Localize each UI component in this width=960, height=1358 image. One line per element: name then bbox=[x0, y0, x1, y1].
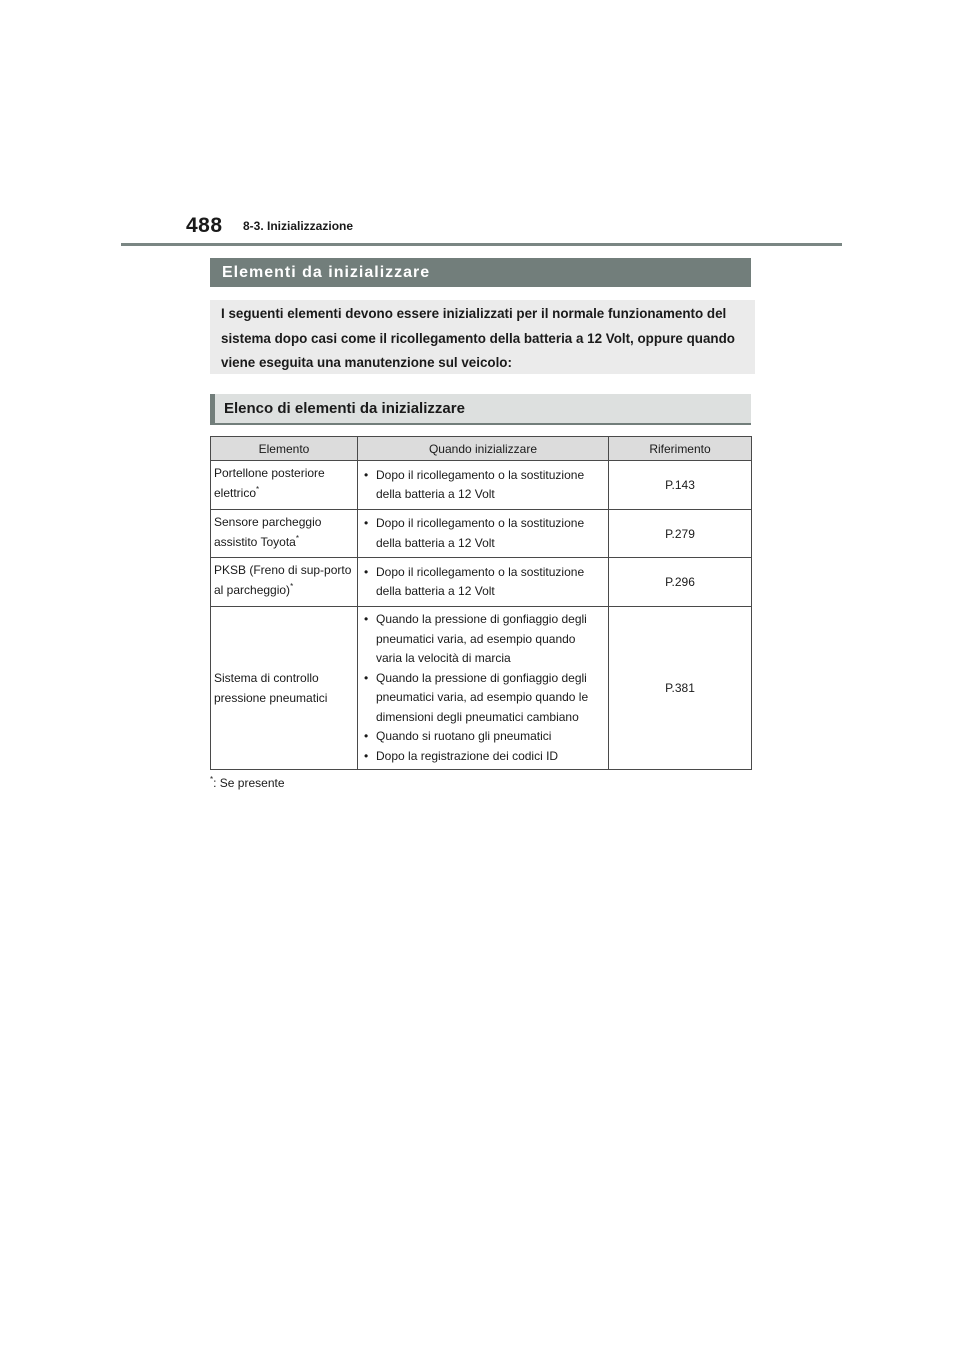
element-cell bbox=[211, 607, 358, 770]
table-row bbox=[211, 510, 752, 558]
intro-text: I seguenti elementi devono essere inizializzati per il normale funzionamento del sistema dopo casi come il ricollegamento della batteria a 12 Volt, oppure quando viene eseguita una manutenzione sul veicolo: bbox=[221, 306, 735, 370]
footnote-mark: * bbox=[256, 485, 260, 494]
footnote-text: : Se presente bbox=[213, 776, 285, 790]
reference-cell: P.296 bbox=[609, 558, 752, 607]
footnote-mark: * bbox=[210, 775, 214, 784]
bullet-list bbox=[364, 514, 604, 553]
reference-cell: P.381 bbox=[609, 607, 752, 770]
element-cell bbox=[211, 558, 358, 607]
when-cell bbox=[358, 558, 609, 607]
section-banner: Elementi da inizializzare bbox=[210, 258, 751, 287]
bullet-item: • Dopo la registrazione dei codici ID bbox=[364, 747, 604, 767]
intro-box bbox=[210, 300, 755, 374]
element-cell bbox=[211, 461, 358, 510]
bullet-item: • Dopo il ricollegamento o la sostituzione della batteria a 12 Volt bbox=[364, 563, 604, 602]
when-cell bbox=[358, 461, 609, 510]
bullet-item: • Quando la pressione di gonfiaggio degli pneumatici varia, ad esempio quando varia la velocità di marcia bbox=[364, 610, 604, 669]
footnote-mark: * bbox=[295, 534, 299, 543]
bullet-item: • Quando si ruotano gli pneumatici bbox=[364, 727, 604, 747]
column-header-when: Quando inizializzare bbox=[358, 437, 609, 461]
reference-cell: P.279 bbox=[609, 510, 752, 558]
footnote bbox=[210, 775, 285, 790]
table-header-row bbox=[211, 437, 752, 461]
bullet-item: • Quando la pressione di gonfiaggio degli pneumatici varia, ad esempio quando le dimensioni degli pneumatici cambiano bbox=[364, 669, 604, 728]
bullet-list bbox=[364, 563, 604, 602]
bullet-item: • Dopo il ricollegamento o la sostituzione della batteria a 12 Volt bbox=[364, 514, 604, 553]
element-name: Portellone posteriore elettrico bbox=[214, 466, 325, 500]
footnote-mark: * bbox=[290, 582, 294, 591]
subsection-heading: Elenco di elementi da inizializzare bbox=[210, 394, 751, 423]
element-name: Sistema di controllo pressione pneumatici bbox=[214, 671, 328, 705]
column-header-element: Elemento bbox=[211, 437, 358, 461]
when-cell bbox=[358, 510, 609, 558]
table-row bbox=[211, 607, 752, 770]
page-number: 488 bbox=[186, 214, 223, 237]
element-name: Sensore parcheggio assistito Toyota bbox=[214, 515, 322, 549]
reference-cell: P.143 bbox=[609, 461, 752, 510]
bullet-item: • Dopo il ricollegamento o la sostituzione della batteria a 12 Volt bbox=[364, 466, 604, 505]
initialization-table bbox=[210, 436, 752, 770]
header-divider bbox=[121, 243, 842, 246]
element-cell bbox=[211, 510, 358, 558]
element-name: PKSB (Freno di sup-porto al parcheggio) bbox=[214, 563, 352, 597]
bullet-list bbox=[364, 466, 604, 505]
bullet-list bbox=[364, 610, 604, 766]
when-cell bbox=[358, 607, 609, 770]
column-header-reference: Riferimento bbox=[609, 437, 752, 461]
table-row bbox=[211, 558, 752, 607]
section-reference: 8-3. Inizializzazione bbox=[243, 219, 354, 233]
subsection-rule bbox=[210, 423, 751, 425]
table-row bbox=[211, 461, 752, 510]
